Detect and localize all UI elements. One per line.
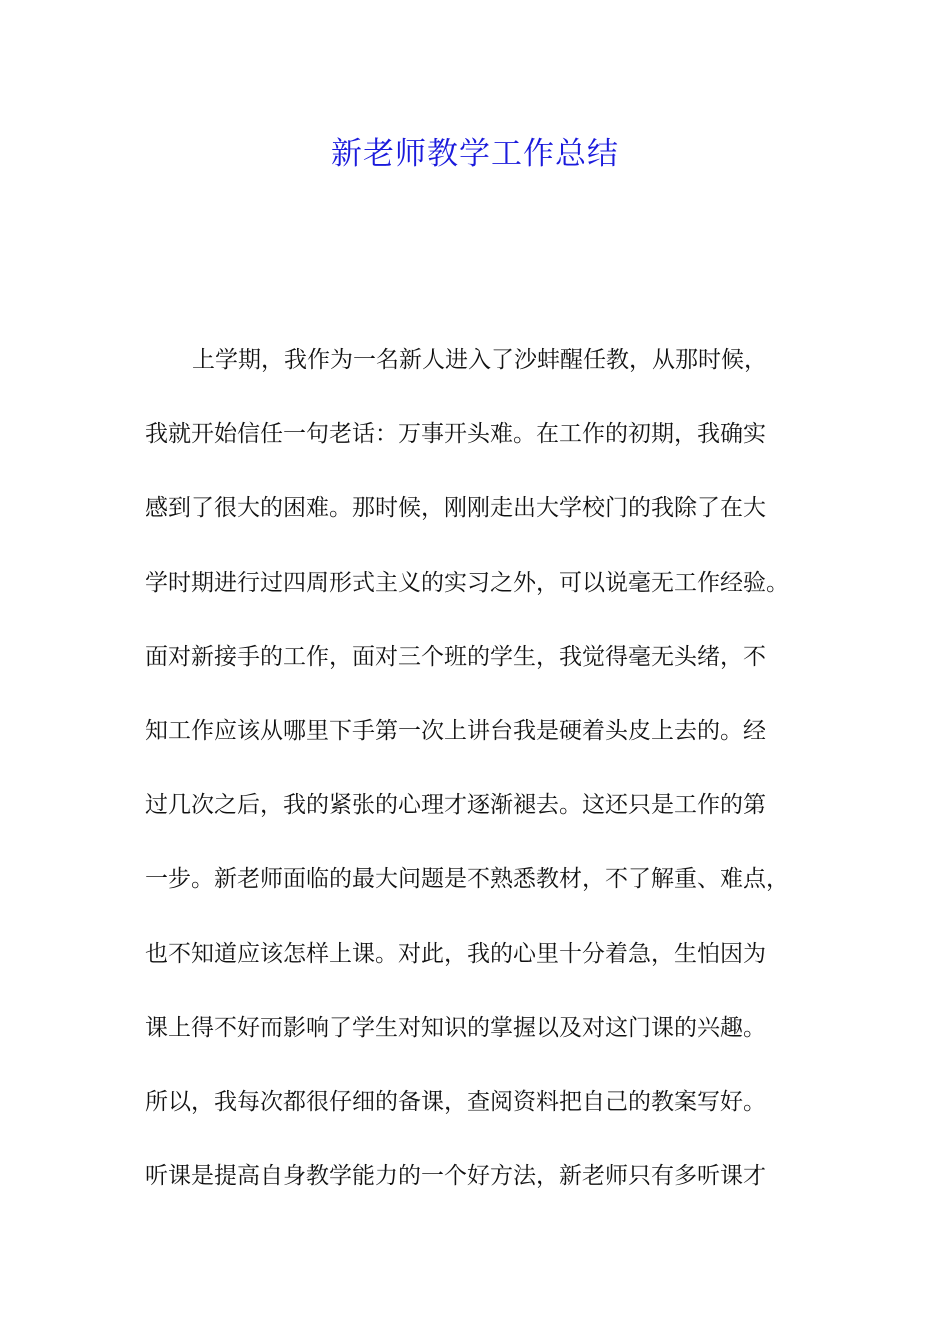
document-title: 新老师教学工作总结 [331, 136, 619, 172]
text-line: 听课是提高自身教学能力的一个好方法，新老师只有多听课才 [145, 1163, 766, 1190]
text-line: 一步。新老师面临的最大问题是不熟悉教材，不了解重、难点， [145, 866, 789, 893]
text-line: 上学期，我作为一名新人进入了沙蚌醒任教，从那时候， [192, 347, 767, 373]
text-line: 知工作应该从哪里下手第一次上讲台我是硬着头皮上去的。经 [145, 717, 766, 744]
text-line: 我就开始信任一句老话：万事开头难。在工作的初期，我确实 [145, 421, 766, 448]
text-line: 课上得不好而影响了学生对知识的掌握以及对这门课的兴趣。 [145, 1014, 766, 1041]
text-line: 面对新接手的工作，面对三个班的学生，我觉得毫无头绪，不 [145, 643, 766, 670]
text-line: 也不知道应该怎样上课。对此，我的心里十分着急，生怕因为 [145, 940, 766, 967]
text-line: 感到了很大的困难。那时候，刚刚走出大学校门的我除了在大 [145, 495, 766, 522]
text-line: 过几次之后，我的紧张的心理才逐渐褪去。这还只是工作的第 [145, 792, 766, 819]
body-paragraph [145, 336, 810, 1226]
text-line: 学时期进行过四周形式主义的实习之外，可以说毫无工作经验。 [145, 569, 789, 596]
text-line: 所以，我每次都很仔细的备课，查阅资料把自己的教案写好。 [145, 1088, 766, 1115]
